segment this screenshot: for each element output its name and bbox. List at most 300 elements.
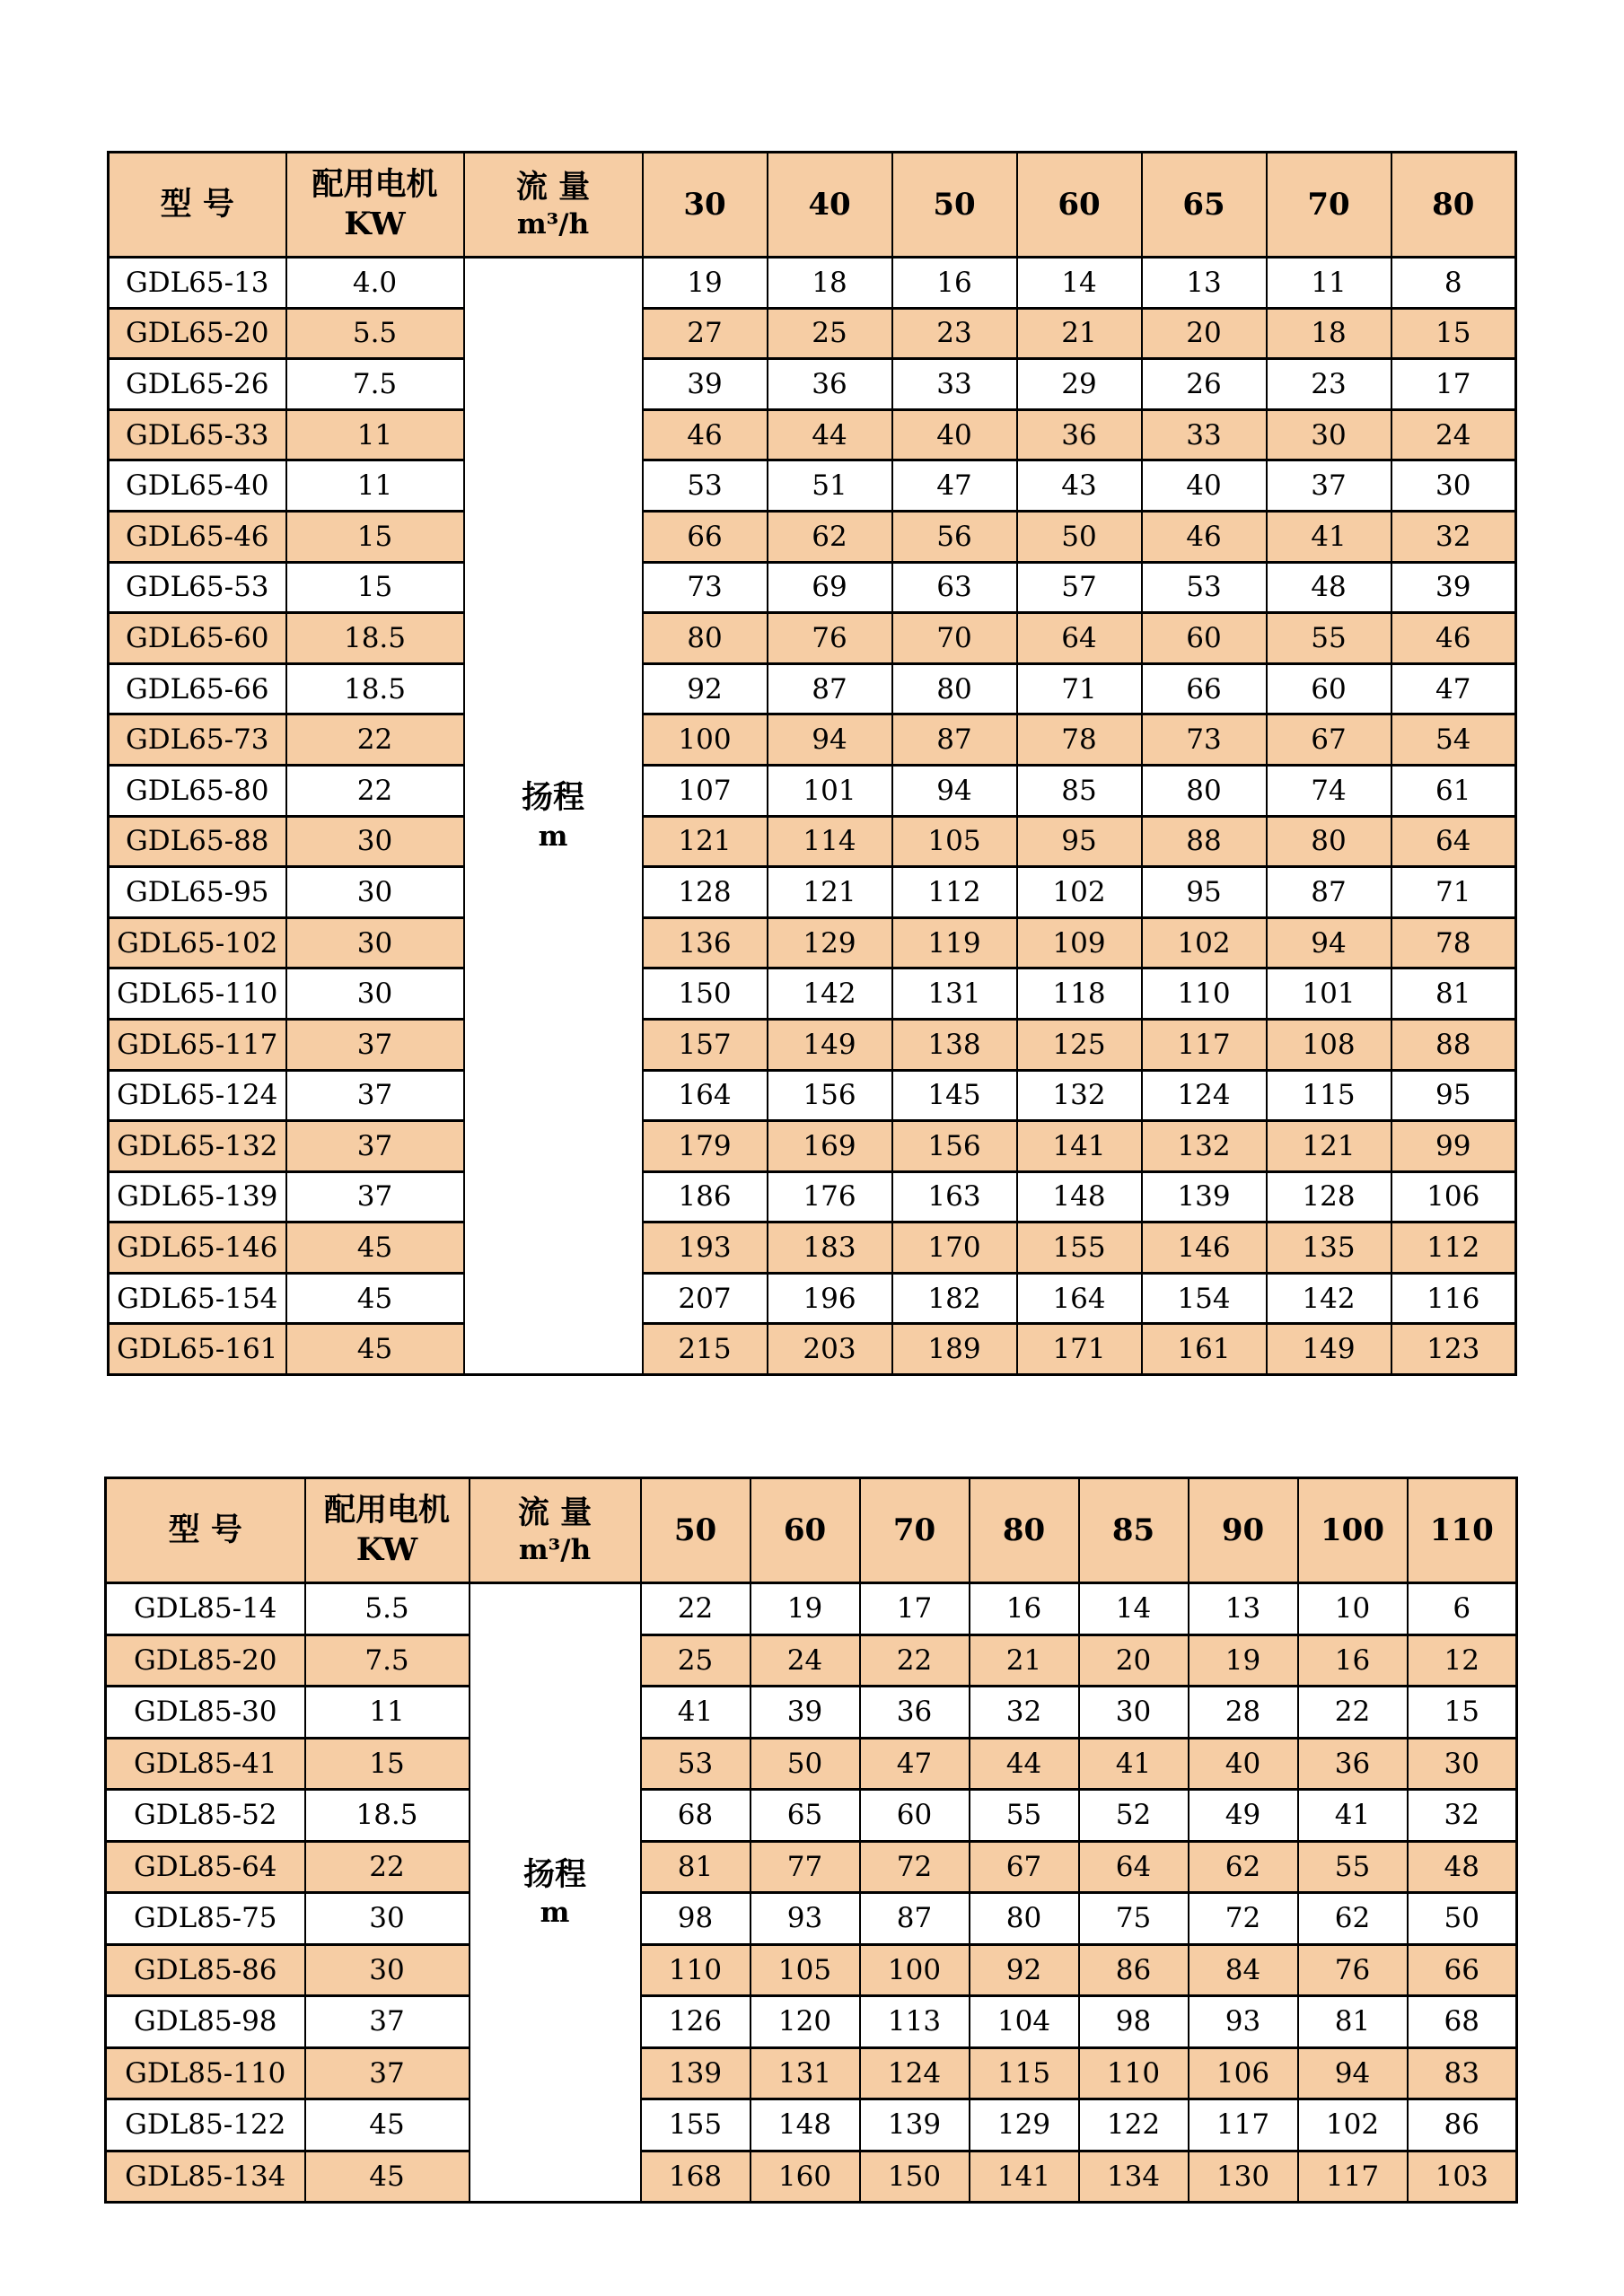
head-value-cell: 40: [1189, 1738, 1298, 1790]
flow-value-header: 90: [1189, 1478, 1298, 1583]
head-value-cell: 132: [1142, 1121, 1267, 1172]
motor-unit: KW: [344, 206, 406, 242]
head-value-cell: 47: [860, 1738, 970, 1790]
head-value-cell: 157: [643, 1019, 768, 1070]
head-value-cell: 169: [768, 1121, 892, 1172]
head-value-cell: 60: [1142, 613, 1267, 664]
head-value-cell: 50: [1408, 1893, 1517, 1945]
model-cell: GDL65-161: [109, 1324, 286, 1375]
head-value-cell: 30: [1079, 1687, 1189, 1739]
head-unit: m: [538, 819, 568, 853]
head-value-cell: 95: [1391, 1070, 1516, 1121]
flow-value-header: 100: [1298, 1478, 1408, 1583]
model-cell: GDL65-117: [109, 1019, 286, 1070]
kw-cell: 45: [286, 1273, 464, 1324]
spec-row: [109, 308, 1516, 359]
kw-cell: 30: [286, 968, 464, 1020]
kw-cell: 18.5: [286, 613, 464, 664]
head-value-cell: 164: [643, 1070, 768, 1121]
head-value-cell: 61: [1391, 765, 1516, 816]
head-value-cell: 116: [1391, 1273, 1516, 1324]
spec-row: [106, 1583, 1517, 1635]
head-value-cell: 16: [892, 258, 1017, 309]
head-value-cell: 51: [768, 460, 892, 512]
head-value-cell: 92: [643, 663, 768, 714]
motor-label: 配用电机: [312, 166, 438, 204]
head-value-cell: 18: [768, 258, 892, 309]
kw-cell: 37: [286, 1070, 464, 1121]
flow-value-header: 70: [860, 1478, 970, 1583]
head-value-cell: 53: [641, 1738, 751, 1790]
head-value-cell: 64: [1017, 613, 1142, 664]
model-cell: GDL65-124: [109, 1070, 286, 1121]
head-value-cell: 71: [1017, 663, 1142, 714]
head-value-cell: 55: [1267, 613, 1391, 664]
model-cell: GDL85-75: [106, 1893, 305, 1945]
spec-row: [109, 562, 1516, 613]
spec-row: [106, 2099, 1517, 2151]
header-row: [109, 153, 1516, 258]
head-value-cell: 10: [1298, 1583, 1408, 1635]
head-value-cell: 179: [643, 1121, 768, 1172]
head-value-cell: 52: [1079, 1790, 1189, 1842]
head-value-cell: 146: [1142, 1222, 1267, 1274]
head-value-cell: 36: [860, 1687, 970, 1739]
head-value-cell: 41: [641, 1687, 751, 1739]
head-value-cell: 64: [1079, 1841, 1189, 1893]
flow-label: 流 量: [517, 1494, 593, 1531]
head-value-cell: 87: [860, 1893, 970, 1945]
model-cell: GDL65-88: [109, 816, 286, 867]
head-value-cell: 121: [1267, 1121, 1391, 1172]
head-value-cell: 149: [768, 1019, 892, 1070]
kw-cell: 37: [286, 1019, 464, 1070]
kw-cell: 30: [286, 867, 464, 918]
head-value-cell: 50: [1017, 511, 1142, 562]
head-label: 扬程: [522, 1855, 586, 1893]
head-value-cell: 55: [1298, 1841, 1408, 1893]
head-value-cell: 29: [1017, 359, 1142, 410]
kw-cell: 4.0: [286, 258, 464, 309]
head-value-cell: 95: [1017, 816, 1142, 867]
head-value-cell: 92: [970, 1944, 1079, 1996]
motor-label: 配用电机: [323, 1492, 450, 1529]
head-value-cell: 139: [860, 2099, 970, 2151]
kw-cell: 15: [286, 511, 464, 562]
head-value-cell: 84: [1189, 1944, 1298, 1996]
head-value-cell: 48: [1408, 1841, 1517, 1893]
head-value-cell: 30: [1408, 1738, 1517, 1790]
head-value-cell: 18: [1267, 308, 1391, 359]
model-column-header: 型 号: [109, 153, 286, 258]
flow-value-header: 70: [1267, 153, 1391, 258]
model-cell: GDL85-20: [106, 1634, 305, 1687]
head-value-cell: 62: [1189, 1841, 1298, 1893]
head-value-cell: 163: [892, 1171, 1017, 1222]
head-value-cell: 156: [892, 1121, 1017, 1172]
head-value-cell: 98: [1079, 1996, 1189, 2048]
head-value-cell: 39: [643, 359, 768, 410]
motor-column-header: [305, 1478, 470, 1583]
head-value-cell: 33: [1142, 409, 1267, 460]
spec-row: [106, 1841, 1517, 1893]
head-value-cell: 72: [860, 1841, 970, 1893]
model-cell: GDL85-41: [106, 1738, 305, 1790]
kw-cell: 22: [286, 714, 464, 766]
head-value-cell: 189: [892, 1324, 1017, 1375]
head-value-cell: 47: [892, 460, 1017, 512]
spec-row: [106, 1790, 1517, 1842]
head-value-cell: 132: [1017, 1070, 1142, 1121]
head-value-cell: 155: [641, 2099, 751, 2151]
head-value-cell: 74: [1267, 765, 1391, 816]
head-value-cell: 102: [1017, 867, 1142, 918]
model-cell: GDL85-14: [106, 1583, 305, 1635]
gdl65-pump-table: [107, 151, 1517, 1376]
head-value-cell: 55: [970, 1790, 1079, 1842]
head-value-cell: 66: [643, 511, 768, 562]
kw-cell: 5.5: [305, 1583, 470, 1635]
head-unit-merged-cell: [464, 258, 643, 1375]
head-value-cell: 50: [751, 1738, 860, 1790]
head-value-cell: 78: [1017, 714, 1142, 766]
head-value-cell: 70: [892, 613, 1017, 664]
spec-row: [109, 359, 1516, 410]
head-value-cell: 100: [643, 714, 768, 766]
spec-row: [109, 1070, 1516, 1121]
kw-cell: 45: [286, 1222, 464, 1274]
head-value-cell: 25: [641, 1634, 751, 1687]
kw-cell: 45: [305, 2099, 470, 2151]
kw-cell: 30: [286, 816, 464, 867]
head-value-cell: 26: [1142, 359, 1267, 410]
head-value-cell: 85: [1017, 765, 1142, 816]
head-value-cell: 131: [892, 968, 1017, 1020]
model-cell: GDL65-46: [109, 511, 286, 562]
head-value-cell: 46: [1391, 613, 1516, 664]
head-value-cell: 81: [641, 1841, 751, 1893]
head-value-cell: 40: [1142, 460, 1267, 512]
head-value-cell: 122: [1079, 2099, 1189, 2151]
kw-cell: 11: [286, 409, 464, 460]
head-value-cell: 106: [1189, 2047, 1298, 2099]
head-value-cell: 64: [1391, 816, 1516, 867]
kw-cell: 37: [286, 1171, 464, 1222]
head-value-cell: 129: [970, 2099, 1079, 2151]
head-unit: m: [540, 1897, 570, 1930]
head-value-cell: 72: [1189, 1893, 1298, 1945]
head-value-cell: 182: [892, 1273, 1017, 1324]
head-value-cell: 121: [643, 816, 768, 867]
head-value-cell: 110: [1142, 968, 1267, 1020]
kw-cell: 22: [286, 765, 464, 816]
motor-unit: KW: [356, 1531, 418, 1568]
kw-cell: 7.5: [305, 1634, 470, 1687]
head-value-cell: 160: [751, 2151, 860, 2203]
head-value-cell: 105: [892, 816, 1017, 867]
head-value-cell: 66: [1142, 663, 1267, 714]
head-value-cell: 130: [1189, 2151, 1298, 2203]
head-value-cell: 150: [643, 968, 768, 1020]
head-value-cell: 47: [1391, 663, 1516, 714]
head-value-cell: 19: [643, 258, 768, 309]
head-value-cell: 103: [1408, 2151, 1517, 2203]
head-value-cell: 142: [1267, 1273, 1391, 1324]
model-cell: GDL65-139: [109, 1171, 286, 1222]
head-value-cell: 150: [860, 2151, 970, 2203]
head-value-cell: 20: [1142, 308, 1267, 359]
header-row: [106, 1478, 1517, 1583]
head-value-cell: 63: [892, 562, 1017, 613]
spec-row: [109, 917, 1516, 968]
spec-row: [109, 765, 1516, 816]
head-value-cell: 102: [1298, 2099, 1408, 2151]
head-value-cell: 27: [643, 308, 768, 359]
gdl65-table-body: [109, 258, 1516, 1375]
head-value-cell: 54: [1391, 714, 1516, 766]
head-value-cell: 21: [970, 1634, 1079, 1687]
head-value-cell: 73: [1142, 714, 1267, 766]
kw-cell: 37: [305, 2047, 470, 2099]
head-value-cell: 131: [751, 2047, 860, 2099]
head-value-cell: 156: [768, 1070, 892, 1121]
head-value-cell: 39: [1391, 562, 1516, 613]
head-value-cell: 75: [1079, 1893, 1189, 1945]
model-cell: GDL65-80: [109, 765, 286, 816]
head-value-cell: 80: [1142, 765, 1267, 816]
kw-cell: 30: [286, 917, 464, 968]
head-value-cell: 87: [768, 663, 892, 714]
head-value-cell: 108: [1267, 1019, 1391, 1070]
gdl85-table-body: [106, 1583, 1517, 2203]
head-value-cell: 24: [1391, 409, 1516, 460]
head-value-cell: 15: [1391, 308, 1516, 359]
head-value-cell: 104: [970, 1996, 1079, 2048]
motor-column-header: [286, 153, 464, 258]
head-value-cell: 37: [1267, 460, 1391, 512]
head-value-cell: 155: [1017, 1222, 1142, 1274]
kw-cell: 45: [305, 2151, 470, 2203]
head-value-cell: 215: [643, 1324, 768, 1375]
head-value-cell: 73: [643, 562, 768, 613]
head-value-cell: 41: [1267, 511, 1391, 562]
head-value-cell: 48: [1267, 562, 1391, 613]
head-value-cell: 115: [1267, 1070, 1391, 1121]
gdl85-table: [104, 1477, 1518, 2204]
head-value-cell: 118: [1017, 968, 1142, 1020]
head-value-cell: 83: [1408, 2047, 1517, 2099]
head-value-cell: 207: [643, 1273, 768, 1324]
head-value-cell: 28: [1189, 1687, 1298, 1739]
head-value-cell: 93: [751, 1893, 860, 1945]
spec-row: [106, 1634, 1517, 1687]
spec-row: [106, 1738, 1517, 1790]
spec-row: [106, 1996, 1517, 2048]
head-value-cell: 76: [768, 613, 892, 664]
head-value-cell: 203: [768, 1324, 892, 1375]
head-value-cell: 154: [1142, 1273, 1267, 1324]
spec-row: [109, 1019, 1516, 1070]
head-value-cell: 101: [1267, 968, 1391, 1020]
model-column-header: 型 号: [106, 1478, 305, 1583]
head-value-cell: 135: [1267, 1222, 1391, 1274]
head-value-cell: 77: [751, 1841, 860, 1893]
kw-cell: 18.5: [305, 1790, 470, 1842]
head-value-cell: 186: [643, 1171, 768, 1222]
spec-row: [106, 1944, 1517, 1996]
head-value-cell: 123: [1391, 1324, 1516, 1375]
model-cell: GDL85-30: [106, 1687, 305, 1739]
head-value-cell: 120: [751, 1996, 860, 2048]
head-value-cell: 65: [751, 1790, 860, 1842]
head-value-cell: 106: [1391, 1171, 1516, 1222]
flow-unit: m³/h: [518, 1533, 592, 1566]
head-value-cell: 22: [1298, 1687, 1408, 1739]
head-value-cell: 110: [641, 1944, 751, 1996]
head-value-cell: 40: [892, 409, 1017, 460]
head-value-cell: 136: [643, 917, 768, 968]
model-cell: GDL65-102: [109, 917, 286, 968]
head-value-cell: 126: [641, 1996, 751, 2048]
head-value-cell: 16: [970, 1583, 1079, 1635]
head-value-cell: 14: [1079, 1583, 1189, 1635]
flow-column-header: [470, 1478, 641, 1583]
head-value-cell: 36: [1017, 409, 1142, 460]
kw-cell: 18.5: [286, 663, 464, 714]
head-value-cell: 125: [1017, 1019, 1142, 1070]
model-cell: GDL85-110: [106, 2047, 305, 2099]
head-value-cell: 60: [860, 1790, 970, 1842]
head-value-cell: 112: [1391, 1222, 1516, 1274]
head-value-cell: 21: [1017, 308, 1142, 359]
head-value-cell: 44: [768, 409, 892, 460]
spec-row: [109, 613, 1516, 664]
head-value-cell: 80: [892, 663, 1017, 714]
spec-row: [109, 1222, 1516, 1274]
flow-value-header: 65: [1142, 153, 1267, 258]
head-value-cell: 12: [1408, 1634, 1517, 1687]
spec-row: [109, 1324, 1516, 1375]
head-value-cell: 139: [1142, 1171, 1267, 1222]
head-value-cell: 110: [1079, 2047, 1189, 2099]
head-value-cell: 88: [1391, 1019, 1516, 1070]
head-value-cell: 49: [1189, 1790, 1298, 1842]
model-cell: GDL65-146: [109, 1222, 286, 1274]
head-value-cell: 23: [892, 308, 1017, 359]
head-value-cell: 141: [970, 2151, 1079, 2203]
model-cell: GDL85-64: [106, 1841, 305, 1893]
spec-row: [109, 1121, 1516, 1172]
kw-cell: 37: [305, 1996, 470, 2048]
head-value-cell: 112: [892, 867, 1017, 918]
head-value-cell: 170: [892, 1222, 1017, 1274]
kw-cell: 7.5: [286, 359, 464, 410]
spec-row: [106, 1893, 1517, 1945]
head-value-cell: 43: [1017, 460, 1142, 512]
head-value-cell: 41: [1298, 1790, 1408, 1842]
model-cell: GDL65-95: [109, 867, 286, 918]
head-unit-merged-cell: [470, 1583, 641, 2203]
head-value-cell: 6: [1408, 1583, 1517, 1635]
head-value-cell: 32: [1408, 1790, 1517, 1842]
kw-cell: 30: [305, 1944, 470, 1996]
head-value-cell: 128: [1267, 1171, 1391, 1222]
head-value-cell: 32: [1391, 511, 1516, 562]
flow-value-header: 80: [970, 1478, 1079, 1583]
flow-value-header: 80: [1391, 153, 1516, 258]
spec-row: [109, 460, 1516, 512]
head-value-cell: 100: [860, 1944, 970, 1996]
head-value-cell: 80: [643, 613, 768, 664]
head-value-cell: 138: [892, 1019, 1017, 1070]
spec-row: [109, 816, 1516, 867]
head-value-cell: 115: [970, 2047, 1079, 2099]
spec-row: [109, 968, 1516, 1020]
head-value-cell: 53: [1142, 562, 1267, 613]
head-value-cell: 14: [1017, 258, 1142, 309]
spec-row: [109, 714, 1516, 766]
head-value-cell: 23: [1267, 359, 1391, 410]
flow-value-header: 30: [643, 153, 768, 258]
kw-cell: 30: [305, 1893, 470, 1945]
model-cell: GDL65-66: [109, 663, 286, 714]
head-value-cell: 171: [1017, 1324, 1142, 1375]
head-value-cell: 124: [860, 2047, 970, 2099]
model-cell: GDL85-98: [106, 1996, 305, 2048]
kw-cell: 11: [286, 460, 464, 512]
flow-unit: m³/h: [516, 207, 590, 241]
flow-value-header: 110: [1408, 1478, 1517, 1583]
head-value-cell: 15: [1408, 1687, 1517, 1739]
head-value-cell: 98: [641, 1893, 751, 1945]
model-cell: GDL85-52: [106, 1790, 305, 1842]
head-value-cell: 24: [751, 1634, 860, 1687]
head-value-cell: 62: [1298, 1893, 1408, 1945]
spec-row: [109, 409, 1516, 460]
head-value-cell: 19: [751, 1583, 860, 1635]
head-value-cell: 41: [1079, 1738, 1189, 1790]
spec-row: [109, 867, 1516, 918]
head-value-cell: 36: [1298, 1738, 1408, 1790]
head-value-cell: 94: [1298, 2047, 1408, 2099]
head-value-cell: 102: [1142, 917, 1267, 968]
kw-cell: 37: [286, 1121, 464, 1172]
head-value-cell: 78: [1391, 917, 1516, 968]
head-value-cell: 81: [1298, 1996, 1408, 2048]
head-label: 扬程: [521, 779, 584, 817]
head-value-cell: 101: [768, 765, 892, 816]
model-cell: GDL65-26: [109, 359, 286, 410]
kw-cell: 11: [305, 1687, 470, 1739]
head-value-cell: 71: [1391, 867, 1516, 918]
spec-row: [106, 1687, 1517, 1739]
head-value-cell: 67: [1267, 714, 1391, 766]
kw-cell: 22: [305, 1841, 470, 1893]
flow-value-header: 85: [1079, 1478, 1189, 1583]
head-value-cell: 176: [768, 1171, 892, 1222]
head-value-cell: 88: [1142, 816, 1267, 867]
head-value-cell: 16: [1298, 1634, 1408, 1687]
head-value-cell: 107: [643, 765, 768, 816]
head-value-cell: 86: [1079, 1944, 1189, 1996]
model-cell: GDL65-13: [109, 258, 286, 309]
head-value-cell: 8: [1391, 258, 1516, 309]
flow-value-header: 60: [1017, 153, 1142, 258]
head-value-cell: 168: [641, 2151, 751, 2203]
model-cell: GDL65-20: [109, 308, 286, 359]
head-value-cell: 60: [1267, 663, 1391, 714]
head-value-cell: 119: [892, 917, 1017, 968]
